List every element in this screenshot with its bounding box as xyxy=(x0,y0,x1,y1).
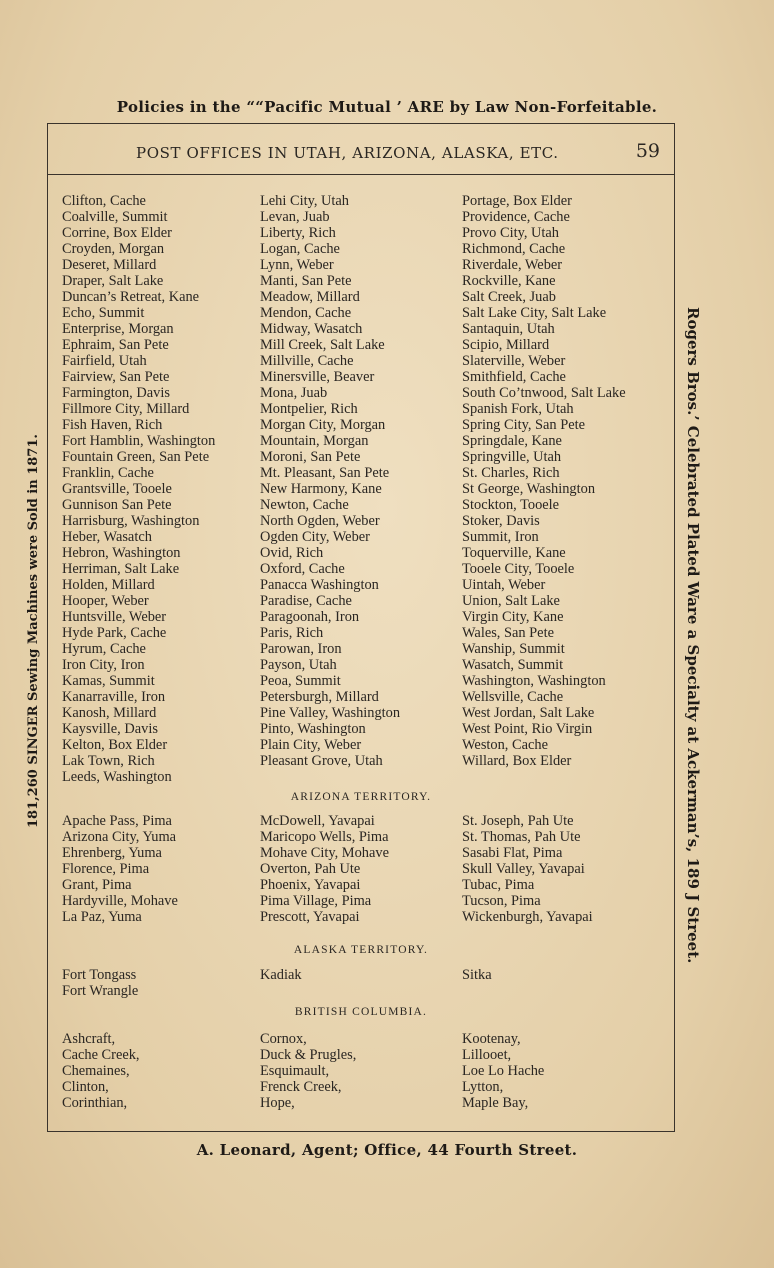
post-office-entry: Prescott, Yavapai xyxy=(260,909,360,925)
post-office-entry: Provo City, Utah xyxy=(462,225,560,241)
post-office-entry: Moroni, San Pete xyxy=(260,449,361,465)
post-office-entry: Fish Haven, Rich xyxy=(62,417,163,433)
post-office-entry: Slaterville, Weber xyxy=(462,353,566,369)
post-office-entry: Panacca Washington xyxy=(260,577,379,593)
post-office-entry: Arizona City, Yuma xyxy=(62,829,177,845)
post-office-entry: Wickenburgh, Yavapai xyxy=(462,909,593,925)
post-office-entry: Maricopo Wells, Pima xyxy=(260,829,389,845)
post-office-entry: La Paz, Yuma xyxy=(62,909,142,925)
post-office-entry: Ehrenberg, Yuma xyxy=(62,845,162,861)
post-office-entry: Mohave City, Mohave xyxy=(260,845,389,861)
post-office-entry: Pinto, Washington xyxy=(260,721,366,737)
british-columbia-heading: BRITISH COLUMBIA. xyxy=(294,1006,428,1018)
post-office-entry: New Harmony, Kane xyxy=(260,481,382,497)
post-office-entry: Montpelier, Rich xyxy=(260,401,358,417)
post-office-entry: Coalville, Summit xyxy=(62,209,168,225)
alaska-heading: ALASKA TERRITORY. xyxy=(293,944,429,956)
post-office-entry: Fillmore City, Millard xyxy=(62,401,190,417)
post-office-entry: Plain City, Weber xyxy=(260,737,362,753)
bc-column-1 xyxy=(62,1031,140,1111)
post-office-entry: Toquerville, Kane xyxy=(462,545,566,561)
post-office-entry: McDowell, Yavapai xyxy=(260,813,375,829)
post-office-entry: Pleasant Grove, Utah xyxy=(260,753,383,769)
post-office-entry: North Ogden, Weber xyxy=(260,513,380,529)
right-margin-ad: Rogers Bros.’ Celebrated Plated Ware a Specialty at Ackerman’s, 189 J Street. xyxy=(684,306,702,964)
post-office-entry: Paradise, Cache xyxy=(260,593,352,609)
post-office-entry: Leeds, Washington xyxy=(62,769,172,785)
post-office-entry: Heber, Wasatch xyxy=(62,529,152,545)
post-office-entry: Harrisburg, Washington xyxy=(62,513,200,529)
post-office-entry: Grant, Pima xyxy=(62,877,132,893)
post-office-entry: Enterprise, Morgan xyxy=(62,321,174,337)
post-office-entry: Cornox, xyxy=(260,1031,307,1047)
post-office-entry: Corrine, Box Elder xyxy=(62,225,172,241)
post-office-entry: Gunnison San Pete xyxy=(62,497,172,513)
top-banner-ad: Policies in the ““Pacific Mutual ’ ARE by Law Non-Forfeitable. xyxy=(116,98,658,116)
post-office-entry: Frenck Creek, xyxy=(260,1079,342,1095)
post-office-entry: Kadiak xyxy=(260,967,302,983)
post-office-entry: Kelton, Box Elder xyxy=(62,737,168,753)
post-office-entry: Uintah, Weber xyxy=(462,577,546,593)
post-office-entry: Cache Creek, xyxy=(62,1047,140,1063)
post-office-entry: Smithfield, Cache xyxy=(462,369,566,385)
post-office-entry: Willard, Box Elder xyxy=(462,753,572,769)
post-office-entry: Draper, Salt Lake xyxy=(62,273,164,289)
page-frame xyxy=(47,123,675,1132)
post-office-entry: Minersville, Beaver xyxy=(260,369,375,385)
utah-column-3 xyxy=(462,193,626,769)
page-title: POST OFFICES IN UTAH, ARIZONA, ALASKA, ETC. xyxy=(136,144,559,162)
post-office-entry: Stockton, Tooele xyxy=(462,497,560,513)
post-office-entry: Tucson, Pima xyxy=(462,893,541,909)
post-office-entry: Ashcraft, xyxy=(62,1031,116,1047)
post-office-entry: St George, Washington xyxy=(462,481,596,497)
alaska-column-3 xyxy=(462,967,492,983)
post-office-entry: Maple Bay, xyxy=(462,1095,529,1111)
post-office-entry: Apache Pass, Pima xyxy=(62,813,172,829)
post-office-entry: Loe Lo Hache xyxy=(462,1063,545,1079)
post-office-entry: Lehi City, Utah xyxy=(260,193,349,209)
post-office-entry: Clifton, Cache xyxy=(62,193,146,209)
post-office-entry: Kanarraville, Iron xyxy=(62,689,166,705)
post-office-entry: Lytton, xyxy=(462,1079,504,1095)
post-office-entry: Manti, San Pete xyxy=(260,273,352,289)
post-office-entry: Mountain, Morgan xyxy=(260,433,369,449)
post-office-entry: Franklin, Cache xyxy=(62,465,154,481)
post-office-entry: Ogden City, Weber xyxy=(260,529,370,545)
post-office-entry: Ovid, Rich xyxy=(260,545,324,561)
post-office-entry: Sitka xyxy=(462,967,492,983)
post-office-entry: St. Joseph, Pah Ute xyxy=(462,813,574,829)
post-office-entry: Lak Town, Rich xyxy=(62,753,155,769)
post-office-entry: Hyde Park, Cache xyxy=(62,625,167,641)
post-office-entry: Skull Valley, Yavapai xyxy=(462,861,585,877)
post-office-entry: South Co’tnwood, Salt Lake xyxy=(462,385,626,401)
post-office-entry: Chemaines, xyxy=(62,1063,130,1079)
post-office-entry: Rockville, Kane xyxy=(462,273,556,289)
post-office-entry: Florence, Pima xyxy=(62,861,150,877)
post-office-entry: Holden, Millard xyxy=(62,577,155,593)
page-number: 59 xyxy=(635,140,660,162)
post-office-entry: Virgin City, Kane xyxy=(462,609,564,625)
bc-column-2 xyxy=(260,1031,356,1111)
post-office-entry: Morgan City, Morgan xyxy=(260,417,386,433)
post-office-entry: Corinthian, xyxy=(62,1095,128,1111)
arizona-column-3 xyxy=(462,813,593,925)
post-office-entry: Tubac, Pima xyxy=(462,877,535,893)
post-office-entry: Paris, Rich xyxy=(260,625,324,641)
post-office-entry: Kamas, Summit xyxy=(62,673,155,689)
post-office-entry: Petersburgh, Millard xyxy=(260,689,379,705)
post-office-entry: Huntsville, Weber xyxy=(62,609,167,625)
post-office-entry: Phoenix, Yavapai xyxy=(260,877,361,893)
post-office-entry: Lynn, Weber xyxy=(260,257,334,273)
post-office-entry: Oxford, Cache xyxy=(260,561,345,577)
post-office-entry: Wales, San Pete xyxy=(462,625,554,641)
post-office-entry: West Jordan, Salt Lake xyxy=(462,705,595,721)
post-office-entry: Union, Salt Lake xyxy=(462,593,560,609)
post-office-entry: Echo, Summit xyxy=(62,305,145,321)
post-office-entry: Weston, Cache xyxy=(462,737,548,753)
post-office-entry: Grantsville, Tooele xyxy=(62,481,172,497)
post-office-entry: Providence, Cache xyxy=(462,209,570,225)
post-office-entry: Wanship, Summit xyxy=(462,641,565,657)
post-office-entry: Summit, Iron xyxy=(462,529,539,545)
post-office-entry: Croyden, Morgan xyxy=(62,241,165,257)
post-office-entry: Salt Creek, Juab xyxy=(462,289,556,305)
post-office-entry: Scipio, Millard xyxy=(462,337,550,353)
post-office-entry: Tooele City, Tooele xyxy=(462,561,575,577)
post-office-entry: Spanish Fork, Utah xyxy=(462,401,574,417)
post-office-entry: Kootenay, xyxy=(462,1031,521,1047)
post-office-entry: Mt. Pleasant, San Pete xyxy=(260,465,390,481)
post-office-entry: Fort Hamblin, Washington xyxy=(62,433,216,449)
post-office-entry: Springdale, Kane xyxy=(462,433,562,449)
post-office-entry: Santaquin, Utah xyxy=(462,321,555,337)
post-office-entry: Herriman, Salt Lake xyxy=(62,561,180,577)
post-office-entry: Springville, Utah xyxy=(462,449,562,465)
post-office-entry: Overton, Pah Ute xyxy=(260,861,361,877)
post-office-entry: Meadow, Millard xyxy=(260,289,360,305)
left-margin-ad: 181,260 SINGER Sewing Machines were Sold in 1871. xyxy=(26,434,41,828)
post-office-entry: Deseret, Millard xyxy=(62,257,157,273)
post-office-entry: Stoker, Davis xyxy=(462,513,540,529)
post-office-entry: Ephraim, San Pete xyxy=(62,337,169,353)
post-office-entry: Parowan, Iron xyxy=(260,641,342,657)
post-office-entry: West Point, Rio Virgin xyxy=(462,721,593,737)
post-office-entry: Hyrum, Cache xyxy=(62,641,146,657)
post-office-entry: Mendon, Cache xyxy=(260,305,352,321)
post-office-entry: Kanosh, Millard xyxy=(62,705,157,721)
post-office-entry: Spring City, San Pete xyxy=(462,417,585,433)
post-office-entry: Portage, Box Elder xyxy=(462,193,572,209)
post-office-entry: Levan, Juab xyxy=(260,209,330,225)
post-office-entry: Hooper, Weber xyxy=(62,593,149,609)
post-office-entry: Paragoonah, Iron xyxy=(260,609,360,625)
post-office-entry: Salt Lake City, Salt Lake xyxy=(462,305,607,321)
post-office-entry: St. Thomas, Pah Ute xyxy=(462,829,581,845)
bottom-banner-ad: A. Leonard, Agent; Office, 44 Fourth Street. xyxy=(196,1141,578,1159)
post-office-entry: Mill Creek, Salt Lake xyxy=(260,337,385,353)
post-office-entry: Clinton, xyxy=(62,1079,109,1095)
alaska-column-2 xyxy=(260,967,302,983)
post-office-entry: Wellsville, Cache xyxy=(462,689,564,705)
arizona-heading: ARIZONA TERRITORY. xyxy=(290,791,432,803)
arizona-column-2 xyxy=(260,813,389,925)
post-office-entry: Payson, Utah xyxy=(260,657,337,673)
bc-column-3 xyxy=(462,1031,544,1111)
post-office-entry: Logan, Cache xyxy=(260,241,340,257)
post-office-entry: Duck & Prugles, xyxy=(260,1047,357,1063)
post-office-entry: Duncan’s Retreat, Kane xyxy=(62,289,200,305)
post-office-entry: Esquimault, xyxy=(260,1063,330,1079)
post-office-entry: Richmond, Cache xyxy=(462,241,566,257)
post-office-entry: Washington, Washington xyxy=(462,673,606,689)
utah-column-1 xyxy=(62,193,215,785)
post-office-entry: Kaysville, Davis xyxy=(62,721,158,737)
post-office-entry: Sasabi Flat, Pima xyxy=(462,845,563,861)
post-office-entry: Millville, Cache xyxy=(260,353,354,369)
utah-column-2 xyxy=(260,193,400,769)
header-rule xyxy=(48,174,674,175)
post-office-entry: Fountain Green, San Pete xyxy=(62,449,210,465)
arizona-column-1 xyxy=(62,813,178,925)
post-office-entry: Fairfield, Utah xyxy=(62,353,147,369)
post-office-entry: Riverdale, Weber xyxy=(462,257,563,273)
post-office-entry: Peoa, Summit xyxy=(260,673,341,689)
post-office-entry: Hardyville, Mohave xyxy=(62,893,178,909)
post-office-entry: Mona, Juab xyxy=(260,385,328,401)
alaska-column-1 xyxy=(62,967,138,999)
post-office-entry: Hope, xyxy=(260,1095,295,1111)
post-office-entry: Fort Tongass xyxy=(62,967,137,983)
post-office-entry: Newton, Cache xyxy=(260,497,349,513)
post-office-entry: Pine Valley, Washington xyxy=(260,705,401,721)
post-office-entry: Lillooet, xyxy=(462,1047,512,1063)
post-office-entry: Liberty, Rich xyxy=(260,225,336,241)
post-office-entry: Fairview, San Pete xyxy=(62,369,170,385)
post-office-entry: Pima Village, Pima xyxy=(260,893,372,909)
post-office-entry: Midway, Wasatch xyxy=(260,321,363,337)
post-office-entry: Fort Wrangle xyxy=(62,983,139,999)
post-office-entry: St. Charles, Rich xyxy=(462,465,560,481)
post-office-entry: Farmington, Davis xyxy=(62,385,170,401)
post-office-entry: Hebron, Washington xyxy=(62,545,181,561)
post-office-entry: Iron City, Iron xyxy=(62,657,145,673)
post-office-entry: Wasatch, Summit xyxy=(462,657,564,673)
